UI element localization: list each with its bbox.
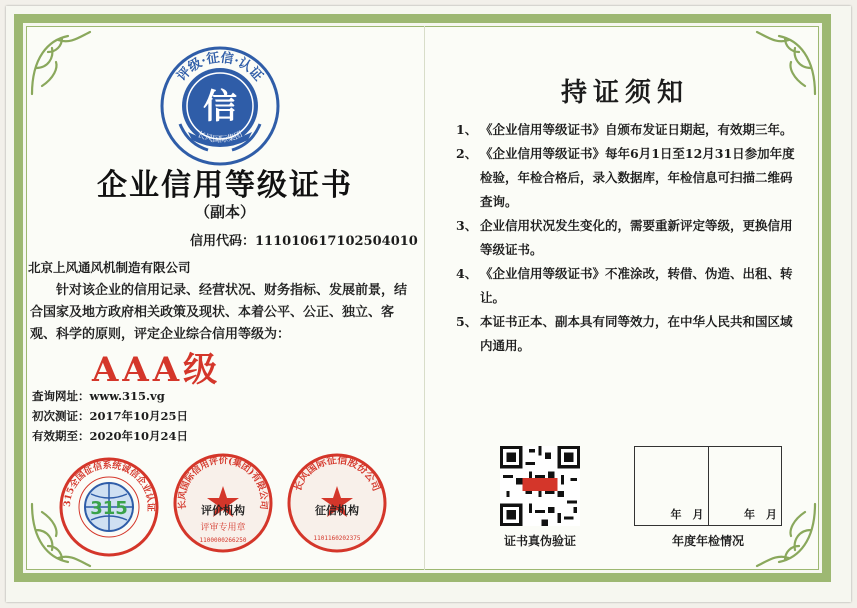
qr-code-icon[interactable] <box>500 446 580 526</box>
inspection-cell <box>635 447 708 525</box>
credit-code-value: 111010617102504010 <box>255 234 418 249</box>
inspection-cell-text: 年 月 <box>744 508 777 521</box>
notice-item-number: 5、 <box>456 314 478 329</box>
notice-item <box>456 310 796 358</box>
expiry-label: 有效期至： <box>32 429 90 443</box>
notice-item-number: 4、 <box>456 266 478 281</box>
expiry-row <box>32 428 188 448</box>
notice-list <box>456 118 796 358</box>
company-name: 北京上风通风机制造有限公司 <box>28 260 191 275</box>
globe-stamp-icon <box>58 456 160 558</box>
credit-grade: AAA级 <box>92 350 222 390</box>
certificate-subtitle: （副本） <box>194 203 255 221</box>
notice-item <box>456 142 796 214</box>
stamp-ring-text: 长风国际征信股份公司 <box>292 455 382 493</box>
notice-item <box>456 262 796 310</box>
inspection-label: 年度年检情况 <box>671 534 744 548</box>
seal-arc-text: 评级·征信·认证 <box>174 50 266 85</box>
star-stamp-icon <box>172 452 274 554</box>
notice-item <box>456 214 796 262</box>
query-label: 查询网址： <box>32 389 90 403</box>
expiry-value: 2020年10月24日 <box>89 429 189 443</box>
notice-item-text: 《企业信用等级证书》不准涂改，转借、伪造、出租、转让。 <box>480 266 793 305</box>
notice-item-number: 2、 <box>456 146 478 161</box>
credit-code-line <box>190 230 418 249</box>
notice-item-number: 3、 <box>456 218 478 233</box>
corner-ornament-icon <box>28 28 98 98</box>
info-rows <box>32 388 188 448</box>
notice-item <box>456 118 796 142</box>
stamp-bottom-text: 评审专用章 <box>200 523 246 533</box>
seal-mark: 信 <box>203 87 237 127</box>
stamp-center-text: 315 <box>90 498 128 519</box>
query-row <box>32 388 188 408</box>
notice-item-number: 1、 <box>456 122 478 137</box>
stamp-ring-text: 长风国际信用评价(集团)有限公司 <box>177 456 269 510</box>
notice-title: 持证须知 <box>560 78 689 108</box>
notice-item-text: 本证书正本、副本具有同等效力，在中华人民共和国区域内通用。 <box>480 314 793 353</box>
stamp-serial: 1100000266250 <box>199 537 247 544</box>
certificate-title: 企业信用等级证书 <box>97 168 353 203</box>
stamp-center-text: 评价机构 <box>201 504 245 517</box>
credit-seal-icon <box>158 44 282 168</box>
inspection-cell <box>708 447 782 525</box>
qr-label: 证书真伪验证 <box>503 534 576 548</box>
center-fold <box>424 26 425 570</box>
query-url[interactable]: www.315.vg <box>89 389 165 403</box>
inspection-cell-text: 年 月 <box>670 508 704 521</box>
annual-inspection-box <box>634 446 782 526</box>
notice-item-text: 《企业信用等级证书》每年6月1日至12月31日参加年度检验，年检合格后，录入数据库，年检信息可扫描二维码查询。 <box>480 146 795 209</box>
notice-item-text: 企业信用状况发生变化的，需要重新评定等级，更换信用等级证书。 <box>480 218 793 257</box>
first-date-value: 2017年10月25日 <box>89 409 189 423</box>
stamp-center-text: 征信机构 <box>315 504 359 517</box>
star-stamp-icon <box>286 452 388 554</box>
stamp-serial: 1101160202375 <box>313 535 361 542</box>
stamp-ring-text: 315全国征信系统诚信企业认证 <box>62 460 156 512</box>
notice-item-text: 《企业信用等级证书》自颁布发证日期起，有效期三年。 <box>480 122 793 137</box>
first-date-row <box>32 408 188 428</box>
seal-ribbon-text: 长风国际集团 <box>196 129 244 145</box>
credit-code-label: 信用代码： <box>190 234 256 249</box>
first-date-label: 初次测证： <box>32 409 90 423</box>
certificate-body: 针对该企业的信用记录、经营状况、财务指标、发展前景，结合国家及地方政府相关政策及现状、本着公平、公正、独立、客观、科学的原则，评定企业综合信用等级为： <box>30 283 408 342</box>
